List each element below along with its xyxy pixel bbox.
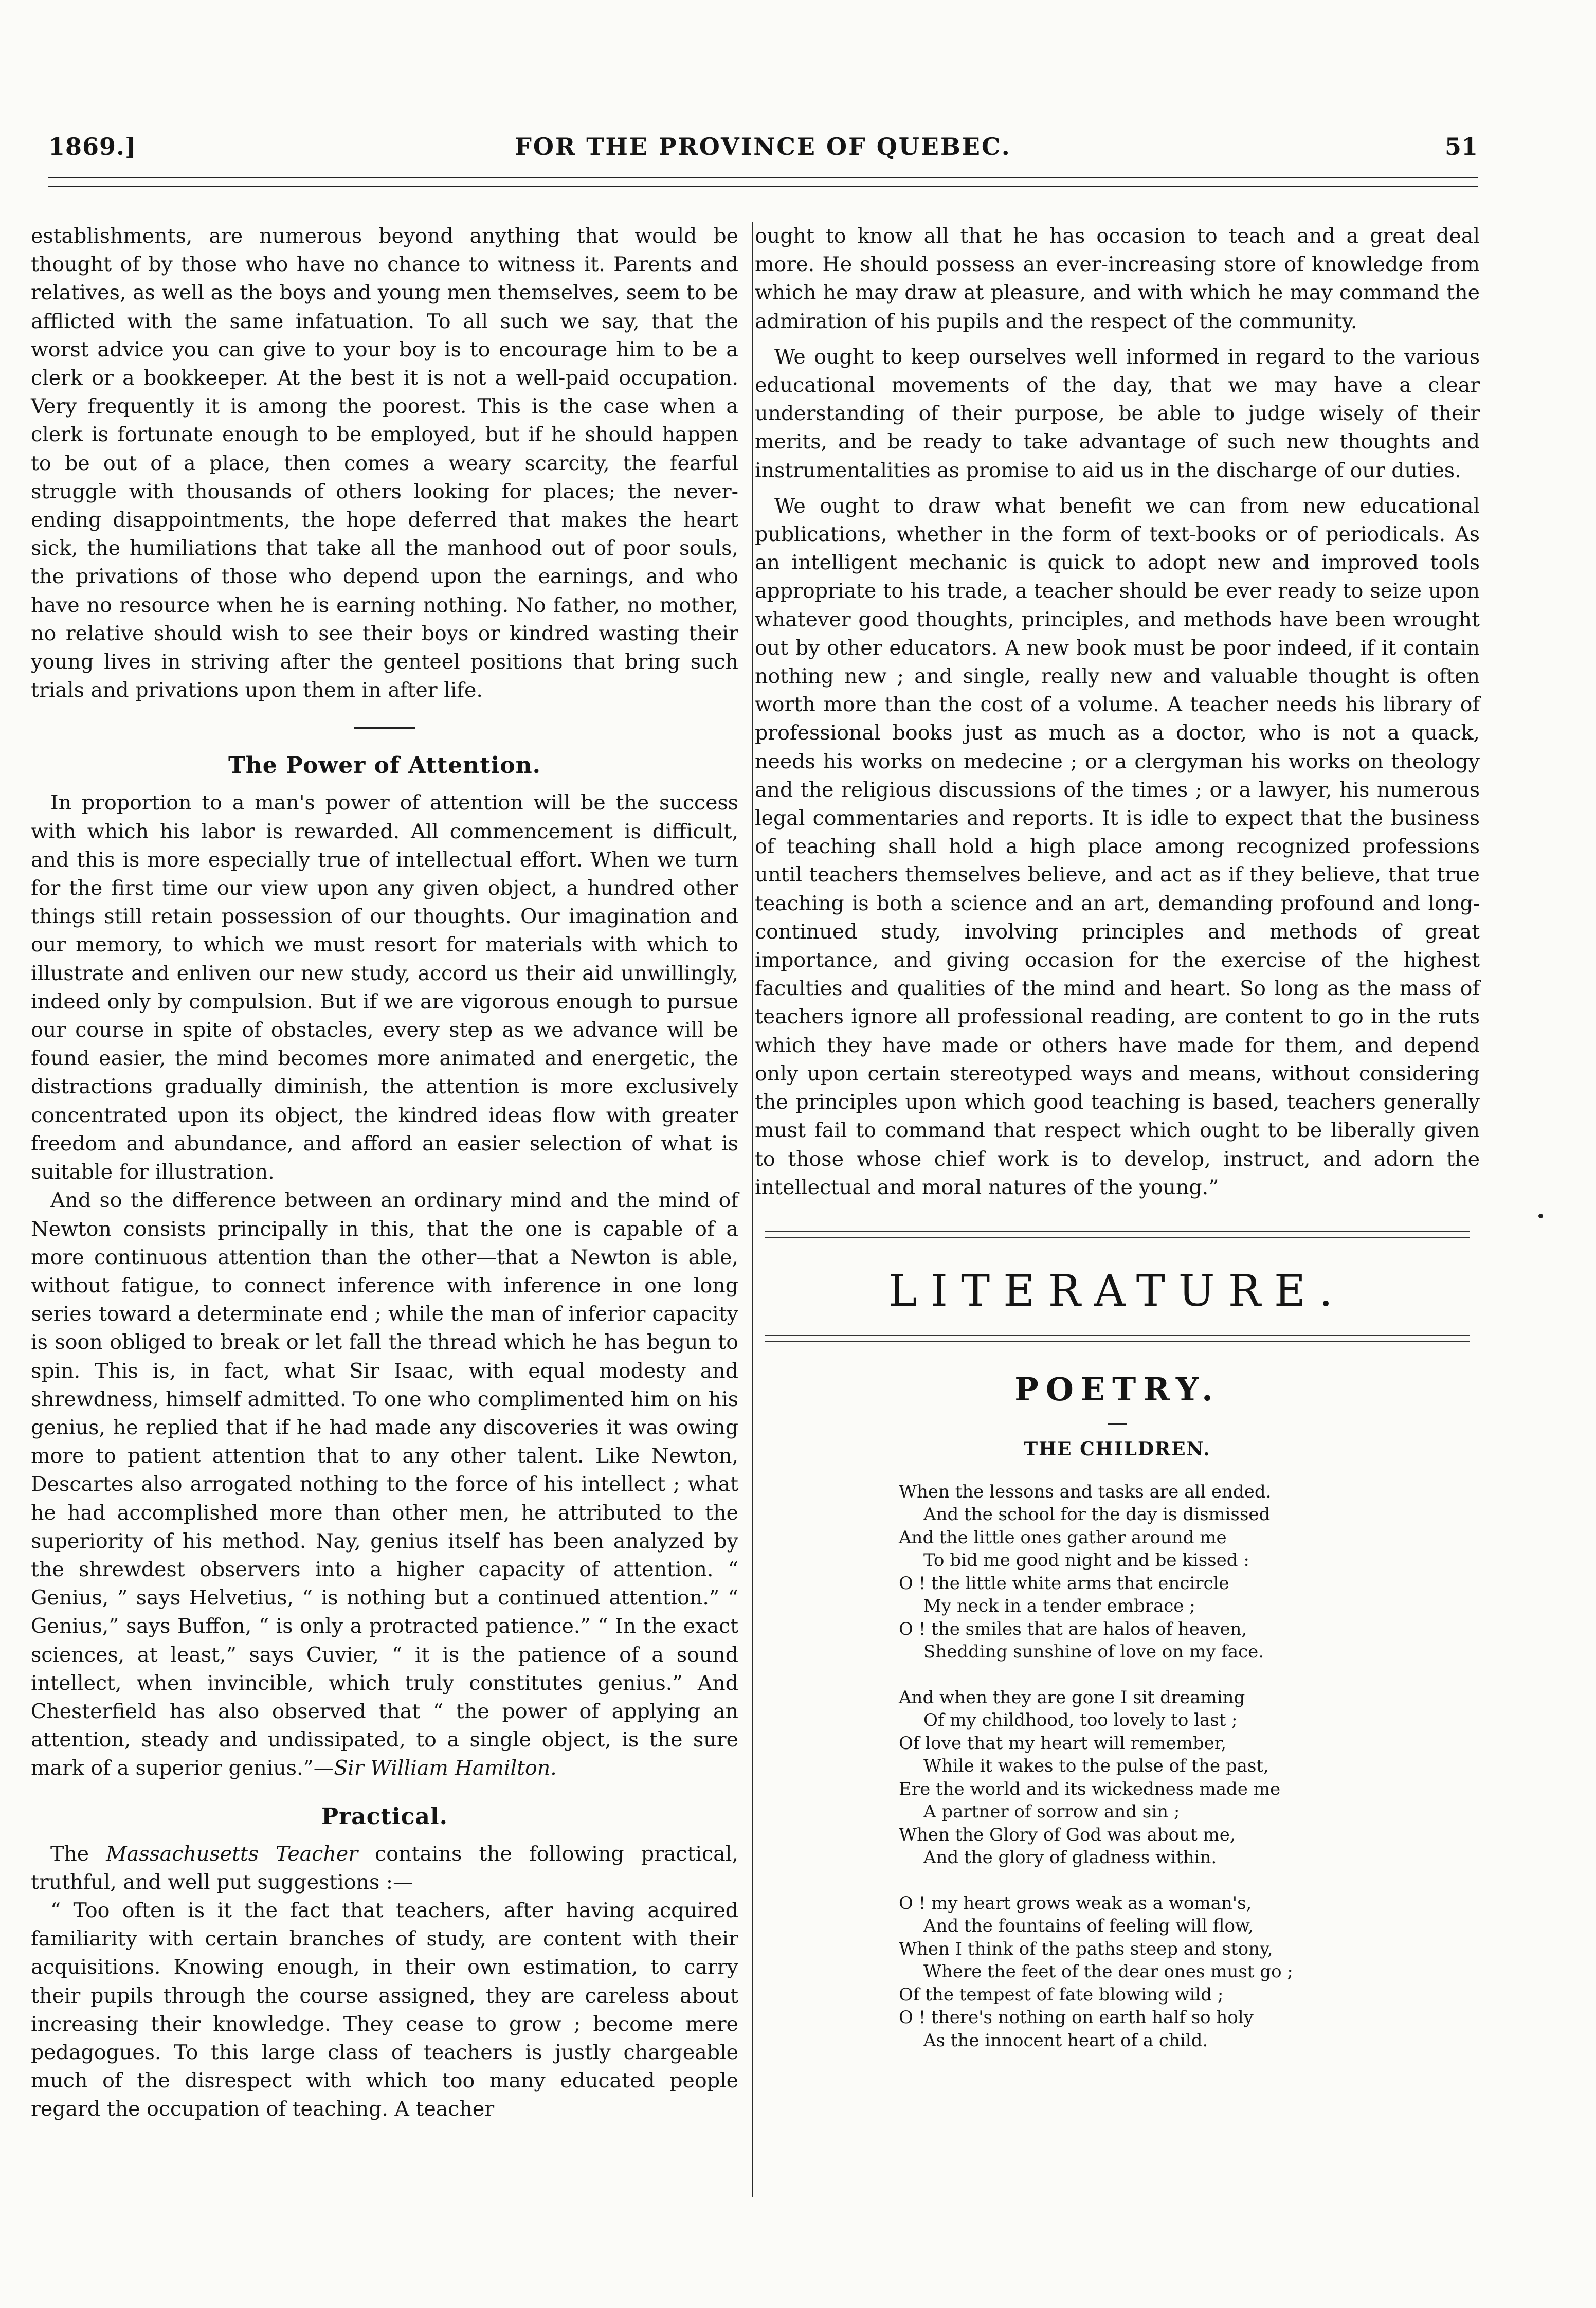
attention-paragraph-1: In proportion to a man's power of attention will be the success with which his labor is rewarded. All commencement is difficult, and this is more especially true of intellectual effort. When we turn for the first time our view upon any given object, a hundred other things still retain possession of our thoughts. Our imagination and our memory, to which we must resort for materials with which to illustrate and enliven our new study, accord us their aid unwillingly, indeed only by compulsion. But if we are vigorous enough to pursue our course in spite of obstacles, every step as we advance will be found easier, the mind becomes more animated and energetic, the distractions gradually diminish, the attention is more exclusively concentrated upon its object, the kindred ideas flow with greater freedom and abundance, and afford an easier selection of what is suitable for illustration. — [31, 791, 738, 1184]
poem-line: A partner of sorrow and sin ; — [923, 1801, 1180, 1823]
poem-line: O ! my heart grows weak as a woman's, — [899, 1892, 1252, 1914]
poem-line: O ! there's nothing on earth half so holy — [899, 2007, 1254, 2028]
attention-heading: The Power of Attention. — [228, 752, 541, 779]
attention-paragraph-2-text: And so the difference between an ordinary mind and the mind of Newton consists principally in this, that the one is capable of a more continuous attention than the other—that a Newton is able, without fatigue, to connect inference with inference in one long series toward a determinate end ; while the man of inferior capacity is soon obliged to break or let fall the thread which he has begun to spin. This is, in fact, what Sir Isaac, with equal modesty and shrewdness, himself admitted. To one who complimented him on his genius, he replied that if he had made any discoveries it was owing more to patient attention that to any other talent. Like Newton, Descartes also arrogated nothing to the force of his intellect ; what he had accomplished more than other men, he attributed to the superiority of his method. Nay, genius itself has been analyzed by the shrewdest observers into a higher capacity of attention. “ Genius, ” says Helvetius, “ is nothing but a continued attention.” “ Genius,” says Buffon, “ is only a protracted patience.” “ In the exact sciences, at least,” says Cuvier, “ it is the patience of a sound intellect, when invincible, which truly constitutes genius.” And Chesterfield has also observed that “ the power of applying an attention, steady and undissipated, to a single object, is the sure mark of a superior genius.”— — [31, 1188, 738, 1780]
poem-line: And when they are gone I sit dreaming — [899, 1687, 1245, 1708]
poem-line: And the fountains of feeling will flow, — [923, 1916, 1254, 1937]
practical-paragraph-2: “ Too often is it the fact that teachers, after having acquired familiarity with certain branches of study, are content with their acquisitions. Knowing enough, in their own estimation, to carry their pupils through the course assigned, they are careless about increasing their knowledge. They cease to grow ; become mere pedagogues. To this large class of teachers is justly chargeable much of the disrespect with which too many educated people regard the occupation of teaching. A teacher — [31, 1898, 738, 2121]
poem-line: To bid me good night and be kissed : — [923, 1550, 1249, 1571]
poem-line: Ere the world and its wickedness made me — [899, 1778, 1281, 1799]
left-column — [31, 222, 738, 2124]
practical-paragraph-1 — [31, 1840, 738, 1897]
right-column — [755, 222, 1480, 2052]
stanza-3 — [899, 1892, 1480, 2052]
poem-line: Shedding sunshine of love on my face. — [923, 1642, 1264, 1663]
right-paragraph-3: We ought to draw what benefit we can from new educational publications, whether in the form of text-books or of periodicals. As an intelligent mechanic is quick to adopt new and improved tools appropriate to his trade, a teacher should be ever ready to seize upon whatever good thoughts, principles, and methods have been wrought out by other educators. A new book must be poor indeed, if it contain nothing new ; and single, really new and valuable thought is often worth more than the cost of a volume. A teacher needs his library of professional books just as much as a doctor, who is not a quack, needs his works on medecine ; or a clergyman his works on theology and the religious discussions of the times ; or a lawyer, his numerous legal commentaries and reports. It is idle to expect that the business of teaching shall hold a high place among recognized professions until teachers themselves believe, and act as if they believe, that true teaching is both a science and an art, demanding profound and long-continued study, involving principles and methods of great importance, and giving occasion for the exercise of the highest faculties and qualities of the mind and heart. So long as the mass of teachers ignore all professional reading, are content to go in the ruts which they have made or others have made for them, and depend only upon certain stereotyped ways and means, without considering the principles upon which good teaching is based, teachers generally must fail to command that respect which ought to be liberally given to those whose chief work is to develop, instruct, and adorn the intellectual and moral natures of the young.” — [755, 494, 1480, 1199]
attention-attribution: Sir William Hamilton. — [334, 1756, 557, 1780]
poem-line: Of love that my heart will remember, — [899, 1733, 1227, 1754]
poem-line: My neck in a tender embrace ; — [923, 1596, 1195, 1617]
header-double-rule — [48, 177, 1478, 187]
poem-line: Where the feet of the dear ones must go ; — [923, 1961, 1293, 1982]
opening-paragraph: establishments, are numerous beyond anything that would be thought of by those who have no chance to witness it. Parents and relatives, as well as the boys and young men themselves, seem to be afflicted with the same infatuation. To all such we say, that the worst advice you can give to your boy is to encourage him to be a clerk or a bookkeeper. At the best it is not a well-paid occupation. Very frequently it is among the poorest. This is the case when a clerk is fortunate enough to be employed, but if he should happen to be out of a place, then comes a weary scarcity, the fearful struggle with thousands of others looking for places; the never-ending disappointments, the hope deferred that makes the heart sick, the humiliations that take all the manhood out of poor souls, the privations of those who depend upon the earnings, and who have no resource when he is earning nothing. No father, no mother, no relative should wish to see their boys or kindred wasting their young lives in striving after the genteel positions that bring such trials and privations upon them in after life. — [31, 224, 738, 702]
stanza-1 — [899, 1481, 1480, 1664]
poem-line: O ! the smiles that are halos of heaven, — [899, 1618, 1247, 1639]
poem-title: THE CHILDREN. — [1024, 1438, 1211, 1460]
header-title: FOR THE PROVINCE OF QUEBEC. — [515, 133, 1011, 160]
poem-line: Of the tempest of fate blowing wild ; — [899, 1984, 1224, 2005]
poem — [899, 1481, 1480, 2052]
header-year: 1869.] — [48, 133, 137, 160]
poem-line: As the innocent heart of a child. — [923, 2030, 1208, 2051]
practical-heading: Practical. — [321, 1803, 448, 1830]
poem-line: When the Glory of God was about me, — [899, 1824, 1236, 1845]
poem-line: When the lessons and tasks are all ended. — [899, 1481, 1272, 1502]
page-number: 51 — [1444, 133, 1478, 160]
journal-name: Massachusetts Teacher — [106, 1842, 358, 1866]
attention-paragraph-2 — [31, 1186, 738, 1782]
practical-suffix: contains the following practical, truthful, and well put suggestions :— — [31, 1842, 738, 1894]
poem-line: Of my childhood, too lovely to last ; — [923, 1710, 1238, 1731]
continued-paragraph: ought to know all that he has occasion to teach and a great deal more. He should possess an ever-increasing store of knowledge from which he may draw at pleasure, and with which he may command the admiration of his pupils and the respect of the community. — [755, 224, 1480, 333]
page-header — [48, 133, 1478, 169]
right-paragraph-2: We ought to keep ourselves well informed in regard to the various educational movements of the day, that we may have a clear understanding of their purpose, be able to judge wisely of their merits, and be ready to take advantage of such new thoughts and instrumentalities as promise to aid us in the discharge of our duties. — [755, 345, 1480, 482]
poem-line: O ! the little white arms that encircle — [899, 1573, 1229, 1594]
literature-top-rule — [765, 1231, 1470, 1238]
practical-prefix: The — [50, 1842, 106, 1866]
poem-line: When I think of the paths steep and stony, — [899, 1938, 1273, 1959]
poem-line: While it wakes to the pulse of the past, — [923, 1756, 1269, 1777]
literature-bottom-rule — [765, 1335, 1470, 1342]
stanza-2 — [899, 1686, 1480, 1869]
literature-heading: LITERATURE. — [888, 1265, 1346, 1316]
ink-speck — [1538, 1214, 1543, 1218]
poem-line: And the glory of gladness within. — [923, 1847, 1217, 1868]
poem-line: And the school for the day is dismissed — [923, 1504, 1271, 1525]
poetry-heading: POETRY. — [1014, 1370, 1220, 1408]
column-divider — [752, 222, 753, 2197]
poem-line: And the little ones gather around me — [899, 1527, 1227, 1548]
